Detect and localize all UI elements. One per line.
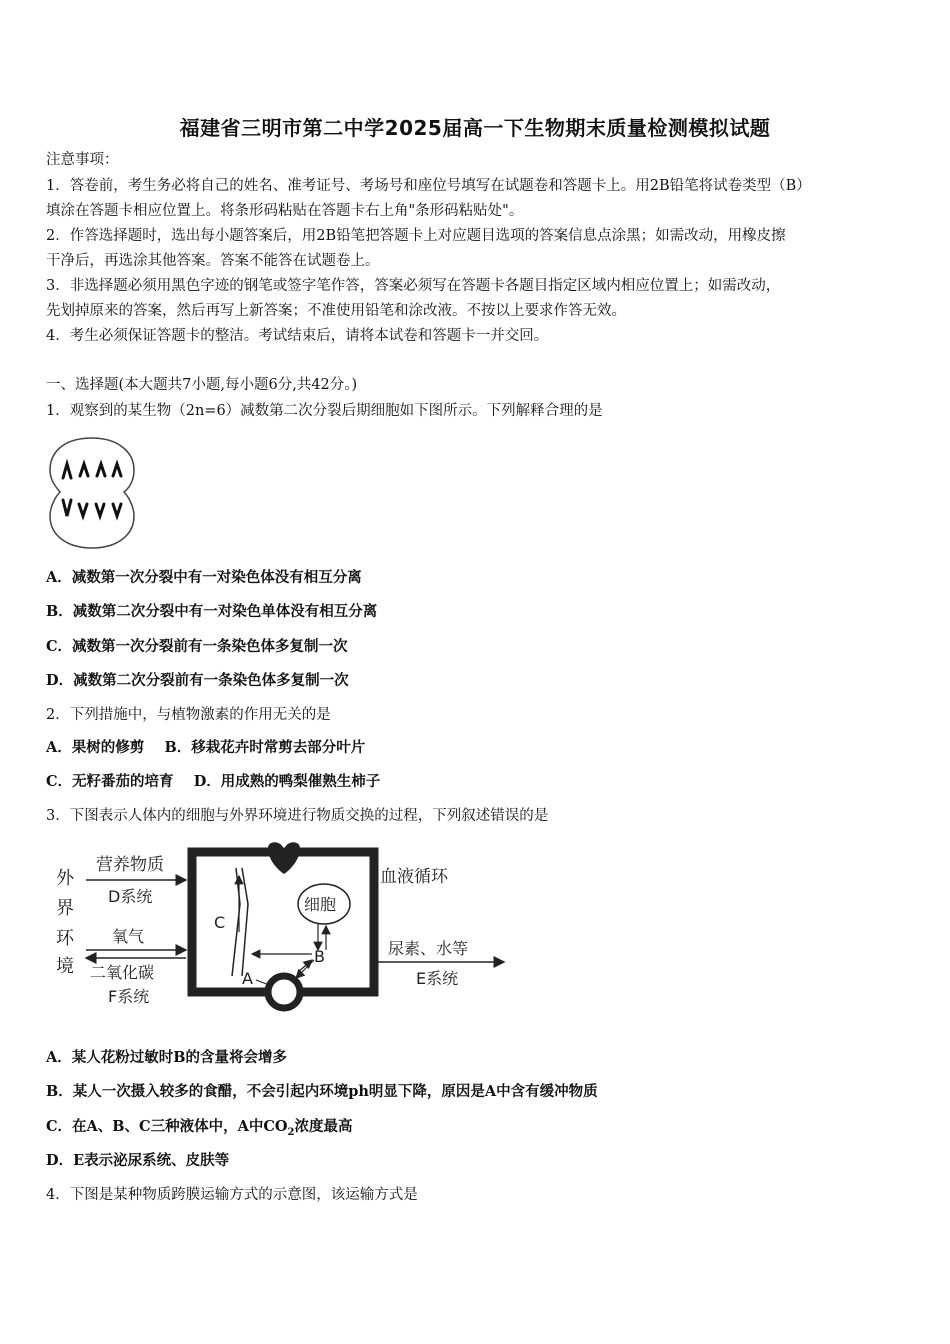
question-3-stem: 3．下图表示人体内的细胞与外界环境进行物质交换的过程，下列叙述错误的是 bbox=[46, 808, 549, 824]
q1-option-b: B．减数第二次分裂中有一对染色单体没有相互分离 bbox=[46, 603, 378, 620]
outside-char: 界 bbox=[56, 898, 74, 919]
capillary-ring bbox=[268, 976, 300, 1008]
q3-option-d: D．E表示泌尿系统、皮肤等 bbox=[46, 1152, 230, 1169]
notice-heading: 注意事项： bbox=[46, 152, 119, 168]
label-b: B bbox=[314, 947, 325, 966]
label-c: C bbox=[214, 913, 226, 932]
q3-option-b: B．某人一次摄入较多的食醋，不会引起内环境ph明显下降，原因是A中含有缓冲物质 bbox=[46, 1083, 598, 1100]
f-system-label: F系统 bbox=[108, 987, 150, 1006]
nutrients-label: 营养物质 bbox=[96, 855, 164, 875]
section-heading: 一、选择题(本大题共7小题,每小题6分,共42分。) bbox=[46, 377, 358, 393]
notice-line: 干净后，再选涂其他答案。答案不能答在试题卷上。 bbox=[46, 253, 380, 269]
a-to-b-arrow bbox=[298, 960, 312, 972]
q3-option-a: A．某人花粉过敏时B的含量将会增多 bbox=[46, 1049, 288, 1066]
q2-options-row-1: A．果树的修剪 B．移栽花卉时常剪去部分叶片 bbox=[46, 739, 366, 756]
question-2-stem: 2．下列措施中，与植物激素的作用无关的是 bbox=[46, 707, 331, 723]
co2-label: 二氧化碳 bbox=[90, 963, 155, 982]
outside-char: 环 bbox=[56, 928, 74, 949]
dividing-cell-figure bbox=[46, 434, 138, 552]
cell-label: 细胞 bbox=[304, 895, 337, 914]
b-to-a-arrow bbox=[296, 960, 314, 978]
co2-subscript: 2 bbox=[287, 1126, 295, 1138]
notice-line: 4．考生必须保证答题卡的整洁。考试结束后，请将本试卷和答题卡一并交回。 bbox=[46, 328, 549, 344]
question-4-stem: 4．下图是某种物质跨膜运输方式的示意图，该运输方式是 bbox=[46, 1187, 418, 1203]
e-system-label: E系统 bbox=[416, 969, 459, 988]
urea-label: 尿素、水等 bbox=[388, 939, 469, 958]
notice-line: 2．作答选择题时，选出每小题答案后，用2B铅笔把答题卡上对应题目选项的答案信息点涂黑；如需改动，用橡皮擦 bbox=[46, 228, 786, 244]
notice-line: 填涂在答题卡相应位置上。将条形码粘贴在答题卡右上角"条形码粘贴处"。 bbox=[46, 203, 524, 219]
label-a: A bbox=[242, 969, 253, 988]
oxygen-label: 氧气 bbox=[112, 927, 145, 946]
lower-chromosomes bbox=[63, 500, 121, 516]
q1-option-a: A．减数第一次分裂中有一对染色体没有相互分离 bbox=[46, 569, 362, 586]
heart-shape bbox=[268, 842, 300, 874]
q3-option-c-text: C．在A、B、C三种液体中，A中CO bbox=[46, 1118, 288, 1135]
upper-chromosomes bbox=[63, 464, 121, 478]
page-title: 福建省三明市第二中学2025届高一下生物期末质量检测模拟试题 bbox=[179, 116, 771, 140]
blood-circulation-label: 血液循环 bbox=[380, 867, 448, 887]
notice-line: 3．非选择题必须用黑色字迹的钢笔或签字笔作答，答案必须写在答题卡各题目指定区域内相应位置上；如需改动， bbox=[46, 278, 781, 294]
q1-option-c: C．减数第一次分裂前有一条染色体多复制一次 bbox=[46, 638, 348, 655]
notice-line: 1．答卷前，考生务必将自己的姓名、准考证号、考场号和座位号填写在试题卷和答题卡上。用2B铅笔将试卷类型（B） bbox=[46, 178, 811, 194]
question-1-stem: 1．观察到的某生物（2n=6）减数第二次分裂后期细胞如下图所示。下列解释合理的是 bbox=[46, 403, 603, 419]
cell-outline bbox=[50, 438, 134, 548]
notice-line: 先划掉原来的答案，然后再写上新答案；不准使用铅笔和涂改液。不按以上要求作答无效。 bbox=[46, 303, 626, 319]
q3-option-c bbox=[46, 1117, 916, 1143]
outside-char: 外 bbox=[56, 868, 74, 889]
outside-char: 境 bbox=[56, 956, 74, 977]
q2-options-row-2: C．无籽番茄的培育 D．用成熟的鸭梨催熟生柿子 bbox=[46, 773, 381, 790]
d-system-label: D系统 bbox=[108, 887, 153, 906]
q3-option-c-suffix: 浓度最高 bbox=[294, 1118, 353, 1135]
material-exchange-diagram bbox=[46, 842, 516, 1012]
q1-option-d: D．减数第二次分裂前有一条染色体多复制一次 bbox=[46, 672, 349, 689]
lymph-vessel bbox=[232, 868, 248, 976]
